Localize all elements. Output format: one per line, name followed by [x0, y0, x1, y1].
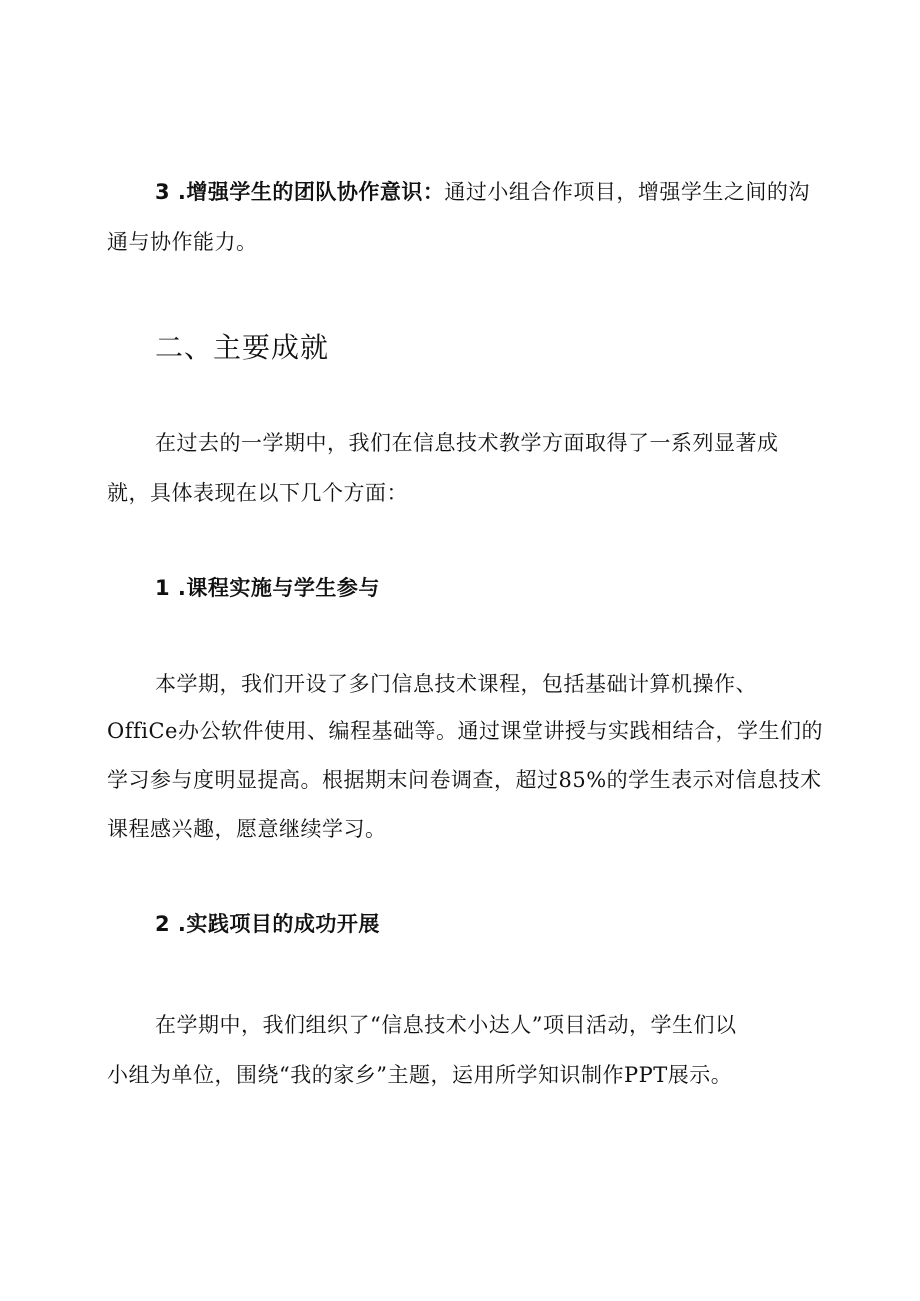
intro-line1: 在过去的一学期中，我们在信息技术教学方面取得了一系列显著成	[155, 431, 779, 455]
sub2-para-line2: 小组为单位，围绕“我的家乡”主题，运用所学知识制作PPT展示。	[107, 1063, 733, 1087]
item3-line2: 通与协作能力。	[107, 230, 258, 254]
subheading-practice-projects: 2 .实践项目的成功开展	[155, 912, 380, 936]
sub1-para-line4: 课程感兴趣，愿意继续学习。	[107, 817, 387, 841]
sub1-para-line2: OffiCe办公软件使用、编程基础等。通过课堂讲授与实践相结合，学生们的	[107, 719, 823, 743]
section-heading-achievements: 二、主要成就	[155, 331, 330, 364]
sub2-para-line1: 在学期中，我们组织了“信息技术小达人”项目活动，学生们以	[155, 1013, 737, 1037]
sub1-para-line1: 本学期，我们开设了多门信息技术课程，包括基础计算机操作、	[155, 672, 757, 696]
subheading-course-implementation: 1 .课程实施与学生参与	[155, 576, 380, 600]
intro-line2: 就，具体表现在以下几个方面：	[107, 481, 408, 505]
item3-text: 通过小组合作项目，增强学生之间的沟	[444, 180, 810, 204]
item3-label: 3 .增强学生的团队协作意识：	[155, 180, 445, 204]
sub1-para-line3: 学习参与度明显提高。根据期末问卷调查，超过85%的学生表示对信息技术	[107, 768, 822, 792]
item3-line1	[155, 178, 810, 206]
